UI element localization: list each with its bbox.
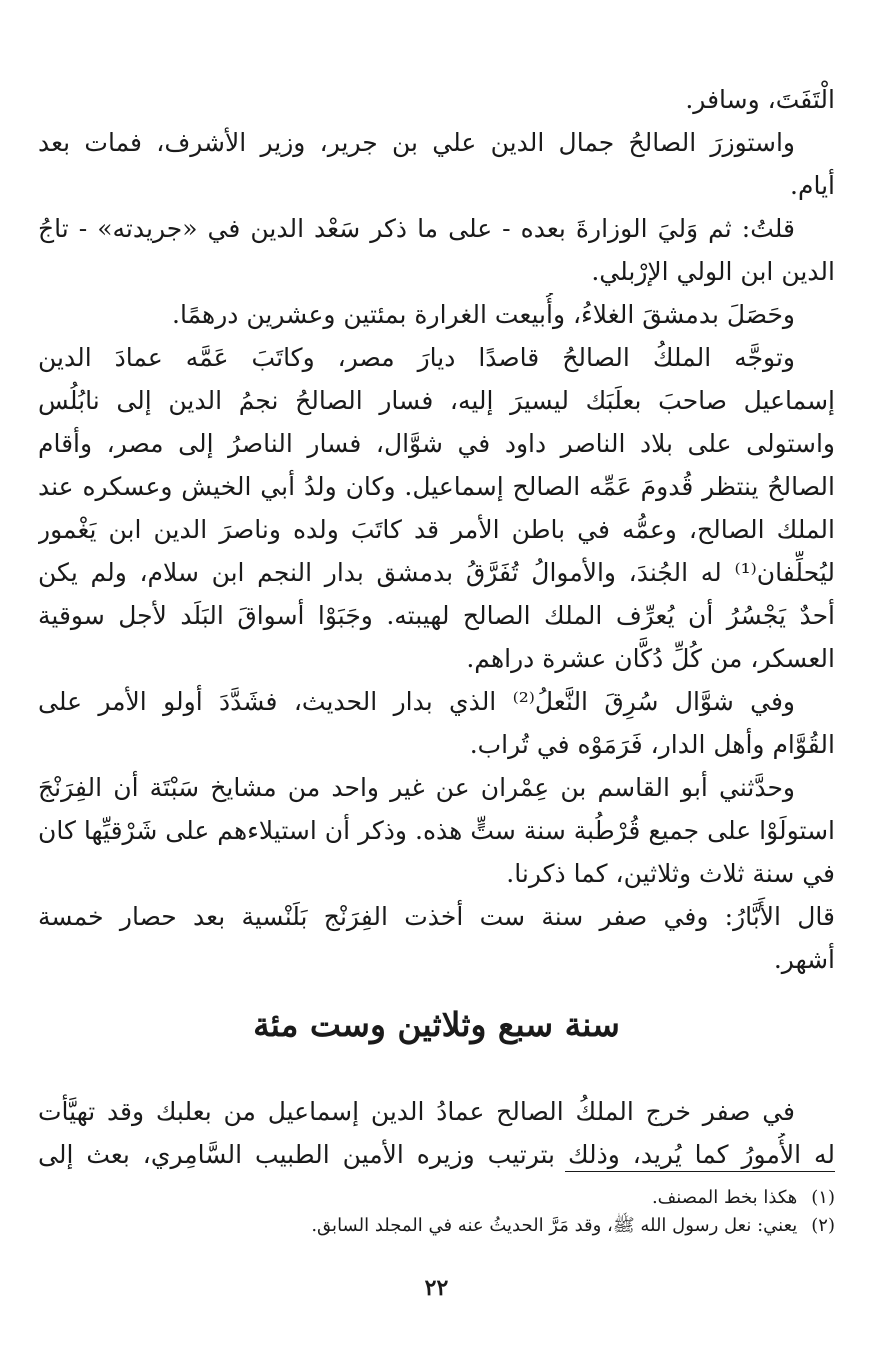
section-heading: سنة سبع وثلاثين وست مئة (253, 1005, 620, 1044)
footnote-number: (٢) (811, 1215, 835, 1236)
text-line: في سنة ثلاث وثلاثين، كما ذكرنا. (506, 859, 835, 888)
text-line: له الأُمورُ كما يُريد، وذلك بترتيب وزيره الأمين الطبيب السَّامِري، بعث إلى (38, 1140, 835, 1170)
footnote-number: (١) (811, 1187, 835, 1208)
text-line: الملك الصالح، وعمُّه في باطن الأمر قد كاتَبَ ولده وناصرَ الدين ابن يَغْمور (38, 515, 835, 544)
text-line: الصالحُ ينتظر قُدومَ عَمِّه الصالح إسماعيل. وكان ولدُ أبي الخيش وعسكره عند (38, 472, 835, 501)
text-line: وحَصَلَ بدمشقَ الغلاءُ، وأُبيعت الغرارة بمئتين وعشرين درهمًا. (172, 300, 795, 329)
text-line: أشهر. (773, 945, 835, 974)
section-text (38, 1090, 835, 1176)
footnote (38, 1184, 835, 1212)
text-line: العسكر، من كُلِّ دُكَّان عشرة دراهم. (466, 644, 835, 673)
text-line: الدين ابن الولي الإرْبلي. (591, 257, 835, 286)
text-line: أيام. (790, 171, 835, 200)
text-line: وفي شوَّال سُرِقَ النَّعلُ⁽²⁾ الذي بدار الحديث، فشَدَّدَ أولو الأمر على (38, 687, 795, 716)
footnote (38, 1212, 835, 1240)
text-line: الْتَفَتَ، وسافر. (685, 85, 835, 114)
text-line: قال الأَبَّارُ: وفي صفر سنة ست أخذت الفِرَنْج بَلَنْسية بعد حصار خمسة (38, 902, 835, 931)
text-line: قلتُ: ثم وَليَ الوزارةَ بعده - على ما ذكر سَعْد الدين في «جريدته» - تاجُ (38, 214, 795, 243)
footnote-text: هكذا بخط المصنف. (651, 1187, 798, 1208)
text-line: وحدَّثني أبو القاسم بن عِمْران عن غير واحد من مشايخ سَبْتَة أن الفِرَنْجَ (38, 773, 795, 802)
main-text (38, 78, 835, 981)
text-line: ليُحلِّفان⁽¹⁾ له الجُندَ، والأموالُ تُفَرَّقُ بدمشق بدار النجم ابن سلام، ولم يكن (38, 558, 835, 587)
footnote-divider (565, 1171, 835, 1172)
footnote-text: يعني: نعل رسول الله ﷺ، وقد مَرَّ الحديثُ عنه في المجلد السابق. (311, 1215, 798, 1236)
text-line: القُوَّام وأهل الدار، فَرَمَوْه في تُراب. (469, 730, 835, 759)
text-line: إسماعيل صاحبَ بعلَبَك ليسيرَ إليه، فسار الصالحُ نجمُ الدين إلى نابُلُس (38, 386, 835, 415)
text-line: استولَوْا على جميع قُرْطُبة سنة ستٍّ هذه. وذكر أن استيلاءهم على شَرْقيِّها كان (38, 816, 835, 845)
page-number: ٢٢ (424, 1275, 449, 1301)
text-line: وتوجَّه الملكُ الصالحُ قاصدًا ديارَ مصر، وكاتَبَ عَمَّه عمادَ الدين (38, 343, 795, 372)
footnotes (38, 1184, 835, 1240)
text-line: واستوزرَ الصالحُ جمال الدين علي بن جرير، وزير الأشرف، فمات بعد (38, 128, 795, 157)
page-body (38, 78, 835, 1176)
text-line: في صفر خرج الملكُ الصالح عمادُ الدين إسماعيل من بعلبك وقد تهيَّأت (38, 1097, 795, 1127)
text-line: واستولى على بلاد الناصر داود في شوَّال، فسار الناصرُ إلى مصر، وأقام (38, 429, 835, 458)
text-line: أحدٌ يَجْسُرُ أن يُعرِّف الملك الصالح لهيبته. وجَبَوْا أسواقَ البَلَد لأجل سوقية (38, 601, 835, 630)
